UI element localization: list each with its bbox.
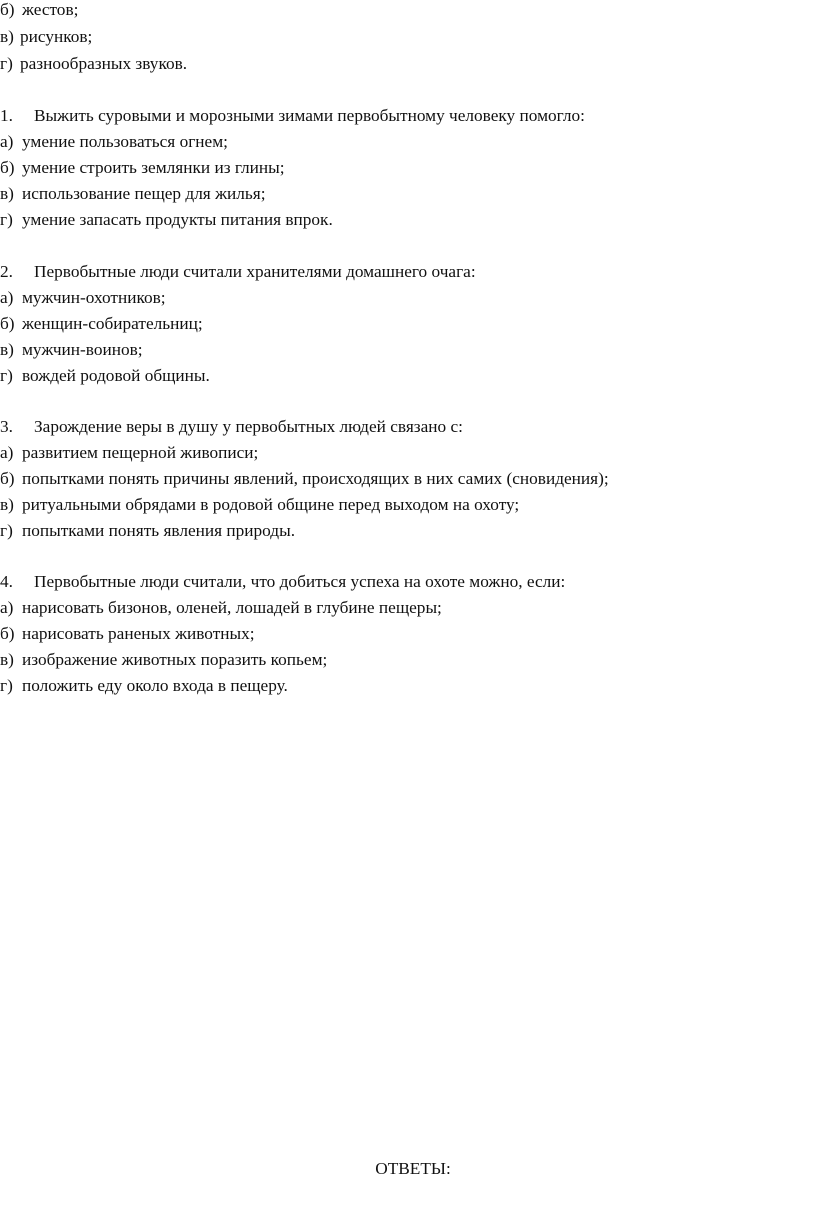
option-text: вождей родовой общины. bbox=[22, 366, 210, 385]
option-text: изображение животных поразить копьем; bbox=[22, 650, 328, 669]
option-line bbox=[0, 650, 327, 670]
option-text: попытками понять явления природы. bbox=[22, 521, 296, 540]
option-marker: б) bbox=[0, 469, 15, 488]
option-marker: г) bbox=[0, 54, 13, 73]
answers-heading: ОТВЕТЫ: bbox=[375, 1159, 451, 1178]
question-number: 4. bbox=[0, 572, 13, 591]
question-number: 1. bbox=[0, 106, 13, 125]
option-line bbox=[0, 598, 442, 618]
option-line bbox=[0, 624, 255, 644]
option-text: нарисовать раненых животных; bbox=[22, 624, 255, 643]
option-line bbox=[0, 27, 92, 47]
option-marker: г) bbox=[0, 210, 13, 229]
option-line bbox=[0, 495, 519, 515]
option-line bbox=[0, 366, 210, 386]
option-marker: б) bbox=[0, 624, 15, 643]
option-marker: б) bbox=[0, 0, 15, 19]
option-marker: г) bbox=[0, 676, 13, 695]
option-marker: г) bbox=[0, 521, 13, 540]
question-text: Первобытные люди считали, что добиться успеха на охоте можно, если: bbox=[34, 572, 566, 591]
question-text: Первобытные люди считали хранителями домашнего очага: bbox=[34, 262, 476, 281]
option-marker: в) bbox=[0, 650, 14, 669]
option-text: жестов; bbox=[22, 0, 79, 19]
option-line bbox=[0, 184, 266, 204]
question-1 bbox=[0, 106, 585, 126]
option-text: мужчин-воинов; bbox=[22, 340, 143, 359]
option-text: мужчин-охотников; bbox=[22, 288, 166, 307]
option-text: умение пользоваться огнем; bbox=[22, 132, 228, 151]
option-marker: а) bbox=[0, 132, 14, 151]
option-marker: г) bbox=[0, 366, 13, 385]
option-text: умение запасать продукты питания впрок. bbox=[22, 210, 333, 229]
option-marker: в) bbox=[0, 495, 14, 514]
option-line bbox=[0, 443, 258, 463]
question-text: Выжить суровыми и морозными зимами первобытному человеку помогло: bbox=[34, 106, 585, 125]
question-number: 3. bbox=[0, 417, 13, 436]
option-marker: в) bbox=[0, 184, 14, 203]
question-3 bbox=[0, 417, 463, 437]
option-marker: а) bbox=[0, 288, 14, 307]
option-marker: а) bbox=[0, 598, 14, 617]
option-marker: б) bbox=[0, 314, 15, 333]
question-text: Зарождение веры в душу у первобытных людей связано с: bbox=[34, 417, 463, 436]
option-marker: б) bbox=[0, 158, 15, 177]
option-line bbox=[0, 676, 288, 696]
option-line bbox=[0, 288, 166, 308]
option-text: женщин-собирательниц; bbox=[22, 314, 203, 333]
question-number: 2. bbox=[0, 262, 13, 281]
option-line bbox=[0, 158, 285, 178]
option-line bbox=[0, 0, 78, 20]
option-text: ритуальными обрядами в родовой общине перед выходом на охоту; bbox=[22, 495, 520, 514]
option-text: положить еду около входа в пещеру. bbox=[22, 676, 288, 695]
option-text: попытками понять причины явлений, происходящих в них самих (сновидения); bbox=[22, 469, 609, 488]
option-line bbox=[0, 314, 203, 334]
option-text: развитием пещерной живописи; bbox=[22, 443, 259, 462]
option-text: использование пещер для жилья; bbox=[22, 184, 266, 203]
option-line bbox=[0, 521, 295, 541]
option-line bbox=[0, 210, 333, 230]
option-text: нарисовать бизонов, оленей, лошадей в глубине пещеры; bbox=[22, 598, 442, 617]
question-4 bbox=[0, 572, 565, 592]
option-line bbox=[0, 132, 228, 152]
option-text: умение строить землянки из глины; bbox=[22, 158, 285, 177]
option-marker: в) bbox=[0, 27, 14, 46]
option-marker: а) bbox=[0, 443, 14, 462]
option-marker: в) bbox=[0, 340, 14, 359]
option-text: разнообразных звуков. bbox=[20, 54, 188, 73]
option-line bbox=[0, 340, 143, 360]
option-line bbox=[0, 54, 187, 74]
option-text: рисунков; bbox=[20, 27, 93, 46]
question-2 bbox=[0, 262, 476, 282]
option-line bbox=[0, 469, 609, 489]
